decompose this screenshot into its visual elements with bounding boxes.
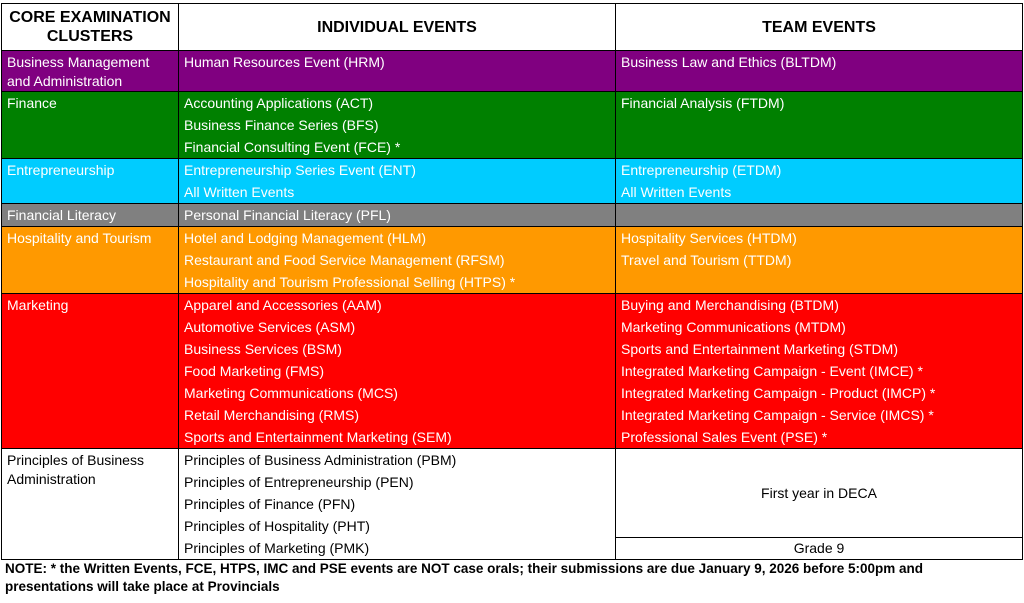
individual-event-item: Entrepreneurship Series Event (ENT) — [184, 162, 416, 178]
individual-event-item: Principles of Entrepreneurship (PEN) — [184, 474, 414, 490]
team-event-item: Entrepreneurship (ETDM) — [621, 162, 782, 178]
individual-event-item: Financial Consulting Event (FCE) * — [184, 139, 401, 155]
events-table — [1, 3, 1023, 560]
cluster-label: Business Management and Administration — [7, 54, 150, 89]
team-event-item: Marketing Communications (MTDM) — [621, 319, 846, 335]
cluster-label: Principles of Business Administration — [7, 452, 144, 487]
team-event-item: Professional Sales Event (PSE) * — [621, 429, 828, 445]
header-individual-events: INDIVIDUAL EVENTS — [179, 4, 616, 51]
individual-events-cell — [179, 449, 616, 472]
individual-events-cell — [179, 204, 616, 227]
header-row — [2, 4, 1023, 51]
footnote: NOTE: * the Written Events, FCE, HTPS, IMC and PSE events are NOT case orals; their submissions are due January 9, 2026 before 5:00pm and presentations will take place at Provincials — [5, 561, 924, 594]
individual-event-item: Principles of Hospitality (PHT) — [184, 518, 370, 534]
team-event-item: Integrated Marketing Campaign - Service (IMCS) * — [621, 407, 934, 423]
team-event-item: All Written Events — [621, 184, 732, 200]
team-events-cell — [616, 51, 1023, 92]
individual-event-item: Business Services (BSM) — [184, 341, 342, 357]
team-events-cell — [616, 294, 1023, 449]
cluster-name — [2, 159, 179, 204]
individual-events-cell — [179, 51, 616, 92]
individual-events-cell — [179, 159, 616, 204]
cluster-row-financial-literacy — [2, 204, 1023, 227]
team-events-cell — [616, 159, 1023, 204]
cluster-row-finance — [2, 92, 1023, 159]
team-events-first-year: First year in DECA — [616, 449, 1023, 538]
individual-event-item: Apparel and Accessories (AAM) — [184, 297, 382, 313]
individual-events-cell — [179, 92, 616, 159]
team-event-item: Integrated Marketing Campaign - Event (IMCE) * — [621, 363, 923, 379]
cluster-name — [2, 227, 179, 294]
individual-event-item: Food Marketing (FMS) — [184, 363, 325, 379]
individual-events-cell — [179, 515, 616, 537]
team-event-item: Financial Analysis (FTDM) — [621, 95, 785, 111]
header-team-events: TEAM EVENTS — [616, 4, 1023, 51]
individual-event-item: Principles of Business Administration (PBM) — [184, 452, 457, 468]
cluster-label: Finance — [7, 95, 57, 111]
team-event-item: Business Law and Ethics (BLTDM) — [621, 54, 837, 70]
individual-events-cell — [179, 537, 616, 560]
cluster-label: Entrepreneurship — [7, 162, 115, 178]
team-events-cell — [616, 92, 1023, 159]
team-events-cell — [616, 204, 1023, 227]
team-event-item: Buying and Merchandising (BTDM) — [621, 297, 839, 313]
individual-events-cell — [179, 471, 616, 493]
individual-event-item: Hospitality and Tourism Professional Selling (HTPS) * — [184, 274, 516, 290]
cluster-label: Financial Literacy — [7, 207, 116, 223]
individual-event-item: Sports and Entertainment Marketing (SEM) — [184, 429, 452, 445]
team-event-item: Travel and Tourism (TTDM) — [621, 252, 792, 268]
cluster-row-principles — [2, 449, 1023, 472]
cluster-label: Hospitality and Tourism — [7, 230, 152, 246]
team-events-grade: Grade 9 — [616, 537, 1023, 560]
cluster-name — [2, 294, 179, 449]
individual-event-item: Principles of Finance (PFN) — [184, 496, 356, 512]
cluster-name — [2, 92, 179, 159]
individual-events-cell — [179, 227, 616, 294]
header-clusters: CORE EXAMINATION CLUSTERS — [2, 4, 179, 51]
individual-event-item: Marketing Communications (MCS) — [184, 385, 398, 401]
individual-event-item: Retail Merchandising (RMS) — [184, 407, 360, 423]
cluster-name — [2, 449, 179, 560]
individual-event-item: Hotel and Lodging Management (HLM) — [184, 230, 427, 246]
cluster-label: Marketing — [7, 297, 69, 313]
team-events-cell — [616, 227, 1023, 294]
individual-event-item: Accounting Applications (ACT) — [184, 95, 374, 111]
team-event-item: Hospitality Services (HTDM) — [621, 230, 797, 246]
individual-event-item: Automotive Services (ASM) — [184, 319, 356, 335]
cluster-row-business-management-and-administration — [2, 51, 1023, 92]
individual-event-item: Restaurant and Food Service Management (RFSM) — [184, 252, 505, 268]
team-event-item: Integrated Marketing Campaign - Product (IMCP) * — [621, 385, 936, 401]
cluster-row-entrepreneurship — [2, 159, 1023, 204]
cluster-name — [2, 204, 179, 227]
individual-event-item: All Written Events — [184, 184, 295, 200]
cluster-name — [2, 51, 179, 92]
individual-event-item: Personal Financial Literacy (PFL) — [184, 207, 391, 223]
individual-event-item: Human Resources Event (HRM) — [184, 54, 385, 70]
individual-events-cell — [179, 493, 616, 515]
team-event-item: Sports and Entertainment Marketing (STDM) — [621, 341, 898, 357]
cluster-row-marketing — [2, 294, 1023, 449]
cluster-row-hospitality-and-tourism — [2, 227, 1023, 294]
individual-event-item: Business Finance Series (BFS) — [184, 117, 379, 133]
individual-events-cell — [179, 294, 616, 449]
individual-event-item: Principles of Marketing (PMK) — [184, 540, 370, 556]
